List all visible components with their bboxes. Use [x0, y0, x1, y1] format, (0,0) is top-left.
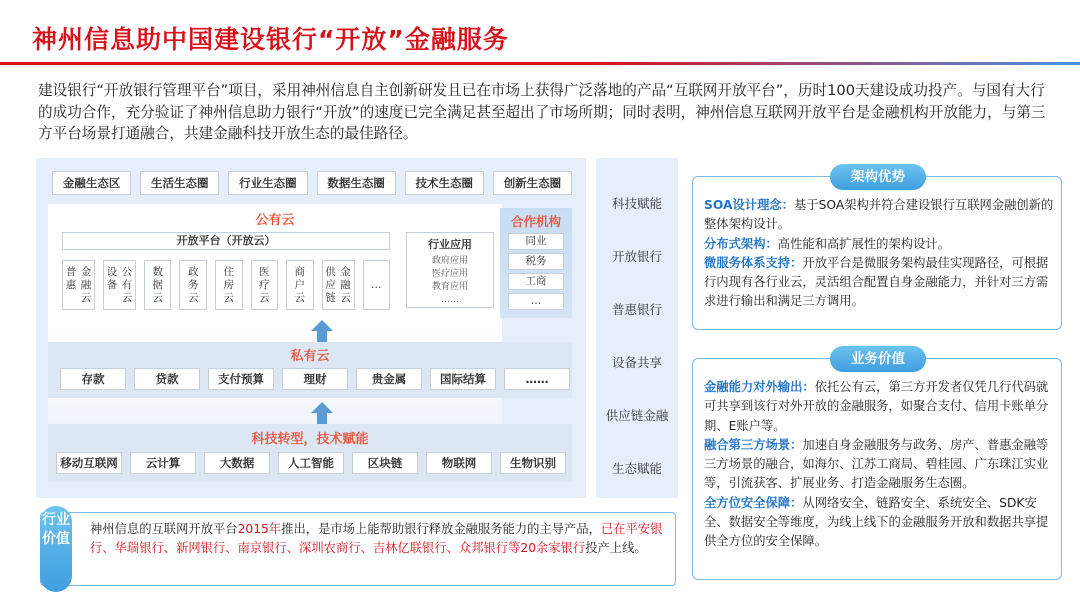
cloud-box: 商户云 [286, 260, 314, 310]
private-item: 国际结算 [430, 368, 496, 390]
intro-paragraph: 建设银行“开放银行管理平台”项目，采用神州信息自主创新研发且已在市场上获得广泛落地的产品“互联网开放平台”，历时100天建设成功投产。与国有大行的成功合作，充分验证了神州信息助力银行“开放”的速度已完全满足甚至超出了市场所期；同时表明，神州信息互联网开放平台是金融机构开放能力，与第三方平台场景打通融合，共建金融科技开放生态的最佳路径。 [38, 82, 1046, 142]
arch-advantage-text [704, 196, 1054, 312]
industry-app-box [406, 232, 494, 308]
industry-value-text: 神州信息的互联网开放平台2015年推出，是市场上能帮助银行释放金融服务能力的主导产品，已在平安银行、华瑞银行、新网银行、南京银行、深圳农商行、吉林亿联银行、众邦银行等20余家银行投产上线。 [90, 522, 663, 555]
tech-section [48, 424, 572, 482]
cloud-box: 数据云 [144, 260, 172, 310]
page-title: 神州信息助中国建设银行“开放”金融服务 [32, 25, 509, 54]
partner-box: 同业 [508, 233, 564, 250]
tech-item: 人工智能 [278, 452, 344, 474]
arrow-up-icon [311, 320, 333, 342]
capability-item: 开放银行 [611, 249, 662, 264]
capability-item: 供应链金融 [605, 408, 669, 423]
cloud-box: 设备 公有云 [103, 260, 136, 310]
ecosystem-box: 金融生态区 [52, 171, 131, 195]
industry-value-badge: 行业价值 [40, 506, 72, 592]
private-item: 存款 [60, 368, 126, 390]
biz-item: 金融能力对外输出：依托公有云，第三方开发者仅凭几行代码就可共享到该行对外开放的金融服务，如聚合支付、信用卡账单分期、E账户等。 [704, 380, 1049, 433]
industry-app-item: …… [441, 295, 459, 305]
cloud-box: 医疗云 [251, 260, 279, 310]
private-cloud-items [60, 368, 570, 390]
ecosystem-box: 数据生态圈 [317, 171, 396, 195]
cloud-boxes [62, 260, 390, 310]
tech-item: 云计算 [130, 452, 196, 474]
arch-item: SOA设计理念：基于SOA架构并符合建设银行互联网金融创新的整体架构设计。 [704, 198, 1054, 232]
arch-item: 微服务体系支持：开放平台是微服务架构最佳实现路径，可根据行内现有各行业云，灵活组合配置自身金融能力，并针对三方需求进行输出和满足三方调用。 [704, 255, 1049, 309]
arrow-up-icon [311, 402, 333, 424]
capability-item: 生态赋能 [611, 461, 662, 476]
private-cloud-title: 私有云 [290, 349, 330, 364]
capability-item: 设备共享 [611, 355, 662, 370]
partner-box: … [508, 293, 564, 310]
private-item: 贷款 [134, 368, 200, 390]
tech-item: 物联网 [426, 452, 492, 474]
industry-app-item: 政府应用 [431, 256, 468, 266]
capability-column [596, 158, 678, 498]
partner-box: 税务 [508, 253, 564, 270]
ecosystem-box: 技术生态圈 [405, 171, 484, 195]
biz-item: 融合第三方场景：加速自身金融服务与政务、房产、普惠金融等三方场景的融合，如海尔、江苏工商局、碧桂园、广东珠江实业等，引流获客、扩展业务、打造金融服务生态圈。 [704, 437, 1049, 491]
cloud-box: 供应链 金融云 [322, 260, 355, 310]
business-value-text [704, 378, 1054, 552]
industry-app-title: 行业应用 [428, 238, 472, 251]
business-value-badge: 业务价值 [830, 346, 926, 372]
tech-title: 科技转型，技术赋能 [251, 432, 369, 447]
arch-advantage-badge: 架构优势 [830, 164, 926, 190]
tech-item: 移动互联网 [56, 452, 122, 474]
industry-app-item: 教育应用 [431, 282, 468, 292]
private-item: 贵金属 [356, 368, 422, 390]
capability-item: 普惠银行 [611, 302, 662, 317]
private-item: …… [504, 368, 570, 390]
tech-item: 大数据 [204, 452, 270, 474]
tech-items [56, 452, 566, 474]
title-divider [0, 62, 1080, 65]
private-cloud-section [48, 342, 572, 398]
ecosystem-box: 行业生态圈 [228, 171, 307, 195]
arch-item: 分布式架构：高性能和高扩展性的架构设计。 [704, 236, 950, 251]
private-item: 支付预算 [208, 368, 274, 390]
partner-box: 工商 [508, 273, 564, 290]
tech-item: 区块链 [352, 452, 418, 474]
ecosystem-row [52, 171, 572, 195]
cloud-box: 政务云 [179, 260, 207, 310]
cloud-box: … [363, 260, 391, 310]
private-item: 理财 [282, 368, 348, 390]
partners-title: 合作机构 [510, 214, 561, 229]
tech-item: 生物识别 [500, 452, 566, 474]
capability-item: 科技赋能 [611, 196, 662, 211]
cloud-box: 普惠 金融云 [62, 260, 95, 310]
architecture-diagram [36, 158, 586, 498]
biz-item: 全方位安全保障：从网络安全、链路安全、系统安全、SDK安全、数据安全等维度，为线上线下的金融服务开放和数据共享提供全方位的安全保障。 [704, 495, 1049, 549]
partners-section [500, 208, 572, 318]
public-cloud-title: 公有云 [255, 213, 295, 228]
industry-app-item: 医疗应用 [431, 269, 468, 279]
open-platform-box: 开放平台（开放云） [62, 232, 390, 250]
ecosystem-box: 生活生态圈 [140, 171, 219, 195]
ecosystem-box: 创新生态圈 [493, 171, 572, 195]
cloud-box: 住房云 [215, 260, 243, 310]
